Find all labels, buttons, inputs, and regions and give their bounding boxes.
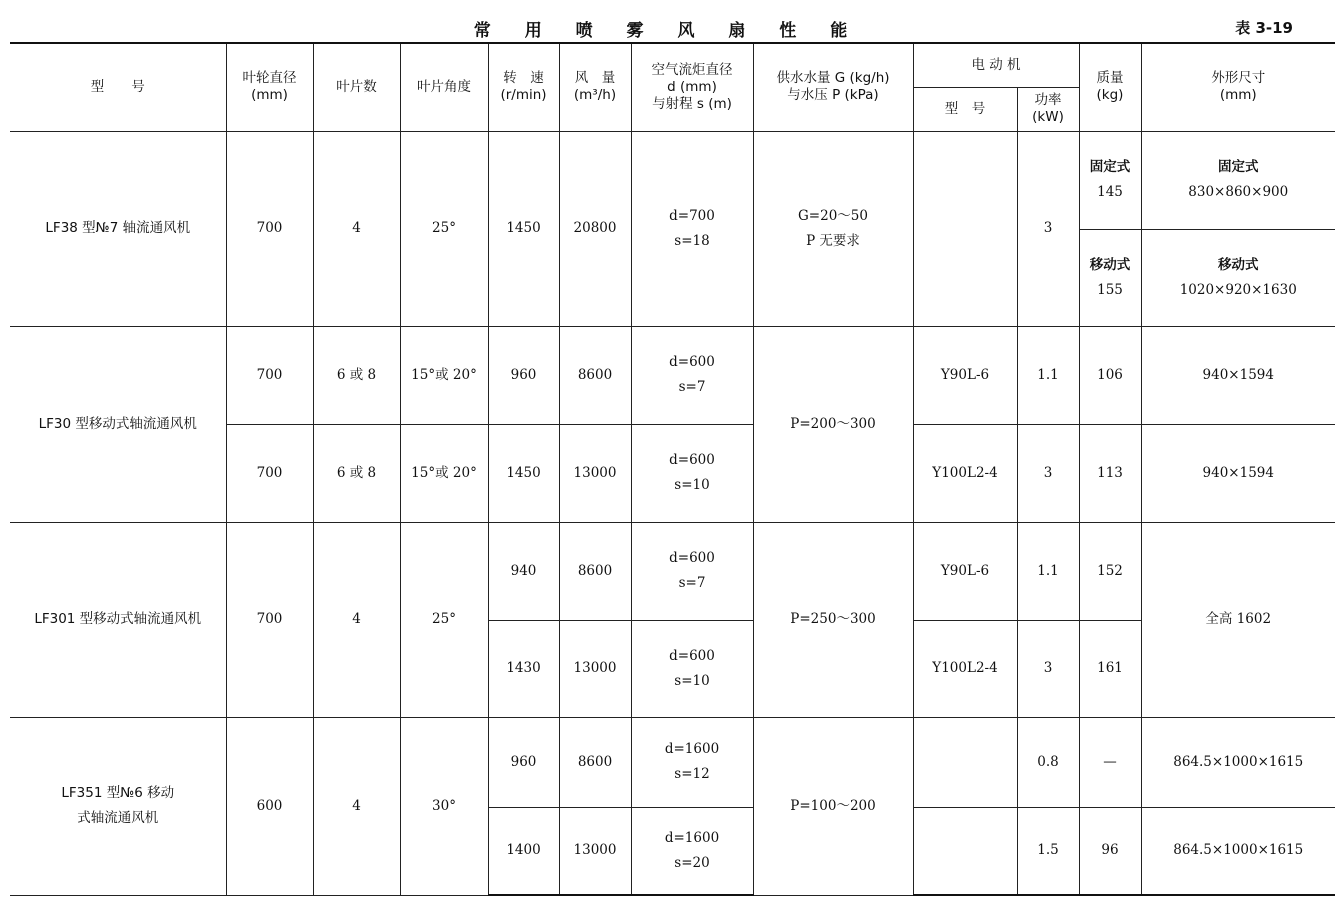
table-title: 常 用 喷 雾 风 扇 性 能: [473, 21, 862, 41]
cell-motor-power: 3: [1017, 424, 1079, 522]
cell-blades: 4: [313, 717, 400, 895]
cell-mass: 161: [1079, 620, 1141, 717]
cell-mass: 152: [1079, 522, 1141, 620]
cell-angle: 15°或 20°: [400, 424, 488, 522]
cell-mass: 113: [1079, 424, 1141, 522]
cell-blades: 4: [313, 522, 400, 717]
cell-impeller: 700: [226, 424, 313, 522]
cell-airflow: 13000: [559, 807, 631, 895]
cell-blades: 4: [313, 131, 400, 326]
header-row-1: [10, 43, 1335, 87]
cell-mass: 106: [1079, 326, 1141, 424]
table-number: 表 3-19: [1235, 19, 1293, 37]
header-airflow: 风 量 (m³/h): [559, 43, 631, 131]
cell-motor-model: [913, 807, 1017, 895]
title-bar: [0, 8, 1335, 42]
cell-impeller: 700: [226, 131, 313, 326]
cell-motor-model: [913, 717, 1017, 807]
cell-angle: 25°: [400, 131, 488, 326]
table-row: [10, 717, 1335, 807]
cell-dims-fixed: 固定式 830×860×900: [1141, 131, 1335, 229]
cell-blades: 6 或 8: [313, 424, 400, 522]
cell-jet: d=600 s=7: [631, 522, 753, 620]
cell-motor-model: Y100L2-4: [913, 424, 1017, 522]
cell-motor-power: 1.5: [1017, 807, 1079, 895]
cell-mass-mobile: 移动式 155: [1079, 229, 1141, 326]
cell-speed: 1430: [488, 620, 559, 717]
model-lf301: LF301 型移动式轴流通风机: [10, 522, 226, 717]
cell-dims: 940×1594: [1141, 424, 1335, 522]
cell-airflow: 8600: [559, 717, 631, 807]
cell-motor-power: 3: [1017, 620, 1079, 717]
cell-motor-power: 1.1: [1017, 326, 1079, 424]
header-speed: 转 速 (r/min): [488, 43, 559, 131]
cell-motor-power: 0.8: [1017, 717, 1079, 807]
cell-dims: 864.5×1000×1615: [1141, 807, 1335, 895]
cell-motor-power: 1.1: [1017, 522, 1079, 620]
cell-mass-fixed: 固定式 145: [1079, 131, 1141, 229]
cell-dims-mobile: 移动式 1020×920×1630: [1141, 229, 1335, 326]
cell-motor-model: Y100L2-4: [913, 620, 1017, 717]
spray-fan-performance-table: [10, 42, 1335, 896]
cell-airflow: 8600: [559, 522, 631, 620]
cell-jet: d=1600 s=12: [631, 717, 753, 807]
header-dimensions: 外形尺寸 (mm): [1141, 43, 1335, 131]
cell-angle: 30°: [400, 717, 488, 895]
header-water-supply: 供水水量 G (kg/h) 与水压 P (kPa): [753, 43, 913, 131]
header-impeller-diameter: 叶轮直径 (mm): [226, 43, 313, 131]
cell-water: P=100～200: [753, 717, 913, 895]
header-blade-count: 叶片数: [313, 43, 400, 131]
cell-speed: 1450: [488, 131, 559, 326]
cell-motor-model: Y90L-6: [913, 522, 1017, 620]
header-mass: 质量 (kg): [1079, 43, 1141, 131]
cell-speed: 940: [488, 522, 559, 620]
cell-dims: 864.5×1000×1615: [1141, 717, 1335, 807]
model-lf351: LF351 型№6 移动 式轴流通风机: [10, 717, 226, 895]
cell-dims: 940×1594: [1141, 326, 1335, 424]
header-motor: 电 动 机: [913, 43, 1079, 87]
cell-speed: 1450: [488, 424, 559, 522]
cell-mass: —: [1079, 717, 1141, 807]
cell-impeller: 700: [226, 326, 313, 424]
table-row: [10, 131, 1335, 229]
header-motor-model: 型 号: [913, 87, 1017, 131]
cell-water: P=200～300: [753, 326, 913, 522]
header-model: 型 号: [10, 43, 226, 131]
header-jet-diameter-range: 空气流炬直径 d (mm) 与射程 s (m): [631, 43, 753, 131]
cell-angle: 25°: [400, 522, 488, 717]
cell-jet: d=600 s=10: [631, 620, 753, 717]
cell-speed: 1400: [488, 807, 559, 895]
cell-jet: d=600 s=7: [631, 326, 753, 424]
cell-blades: 6 或 8: [313, 326, 400, 424]
model-lf30: LF30 型移动式轴流通风机: [10, 326, 226, 522]
cell-airflow: 20800: [559, 131, 631, 326]
cell-water: G=20～50 P 无要求: [753, 131, 913, 326]
cell-jet: d=700 s=18: [631, 131, 753, 326]
header-motor-power: 功率 (kW): [1017, 87, 1079, 131]
model-lf38: LF38 型№7 轴流通风机: [10, 131, 226, 326]
cell-impeller: 700: [226, 522, 313, 717]
table-row: [10, 522, 1335, 620]
cell-airflow: 8600: [559, 326, 631, 424]
cell-speed: 960: [488, 717, 559, 807]
cell-jet: d=600 s=10: [631, 424, 753, 522]
table-row: [10, 326, 1335, 424]
header-blade-angle: 叶片角度: [400, 43, 488, 131]
cell-airflow: 13000: [559, 424, 631, 522]
cell-airflow: 13000: [559, 620, 631, 717]
cell-dims: 全高 1602: [1141, 522, 1335, 717]
cell-speed: 960: [488, 326, 559, 424]
cell-angle: 15°或 20°: [400, 326, 488, 424]
cell-motor-model: Y90L-6: [913, 326, 1017, 424]
cell-mass: 96: [1079, 807, 1141, 895]
cell-motor-model: [913, 131, 1017, 326]
cell-impeller: 600: [226, 717, 313, 895]
cell-jet: d=1600 s=20: [631, 807, 753, 895]
cell-water: P=250～300: [753, 522, 913, 717]
cell-motor-power: 3: [1017, 131, 1079, 326]
